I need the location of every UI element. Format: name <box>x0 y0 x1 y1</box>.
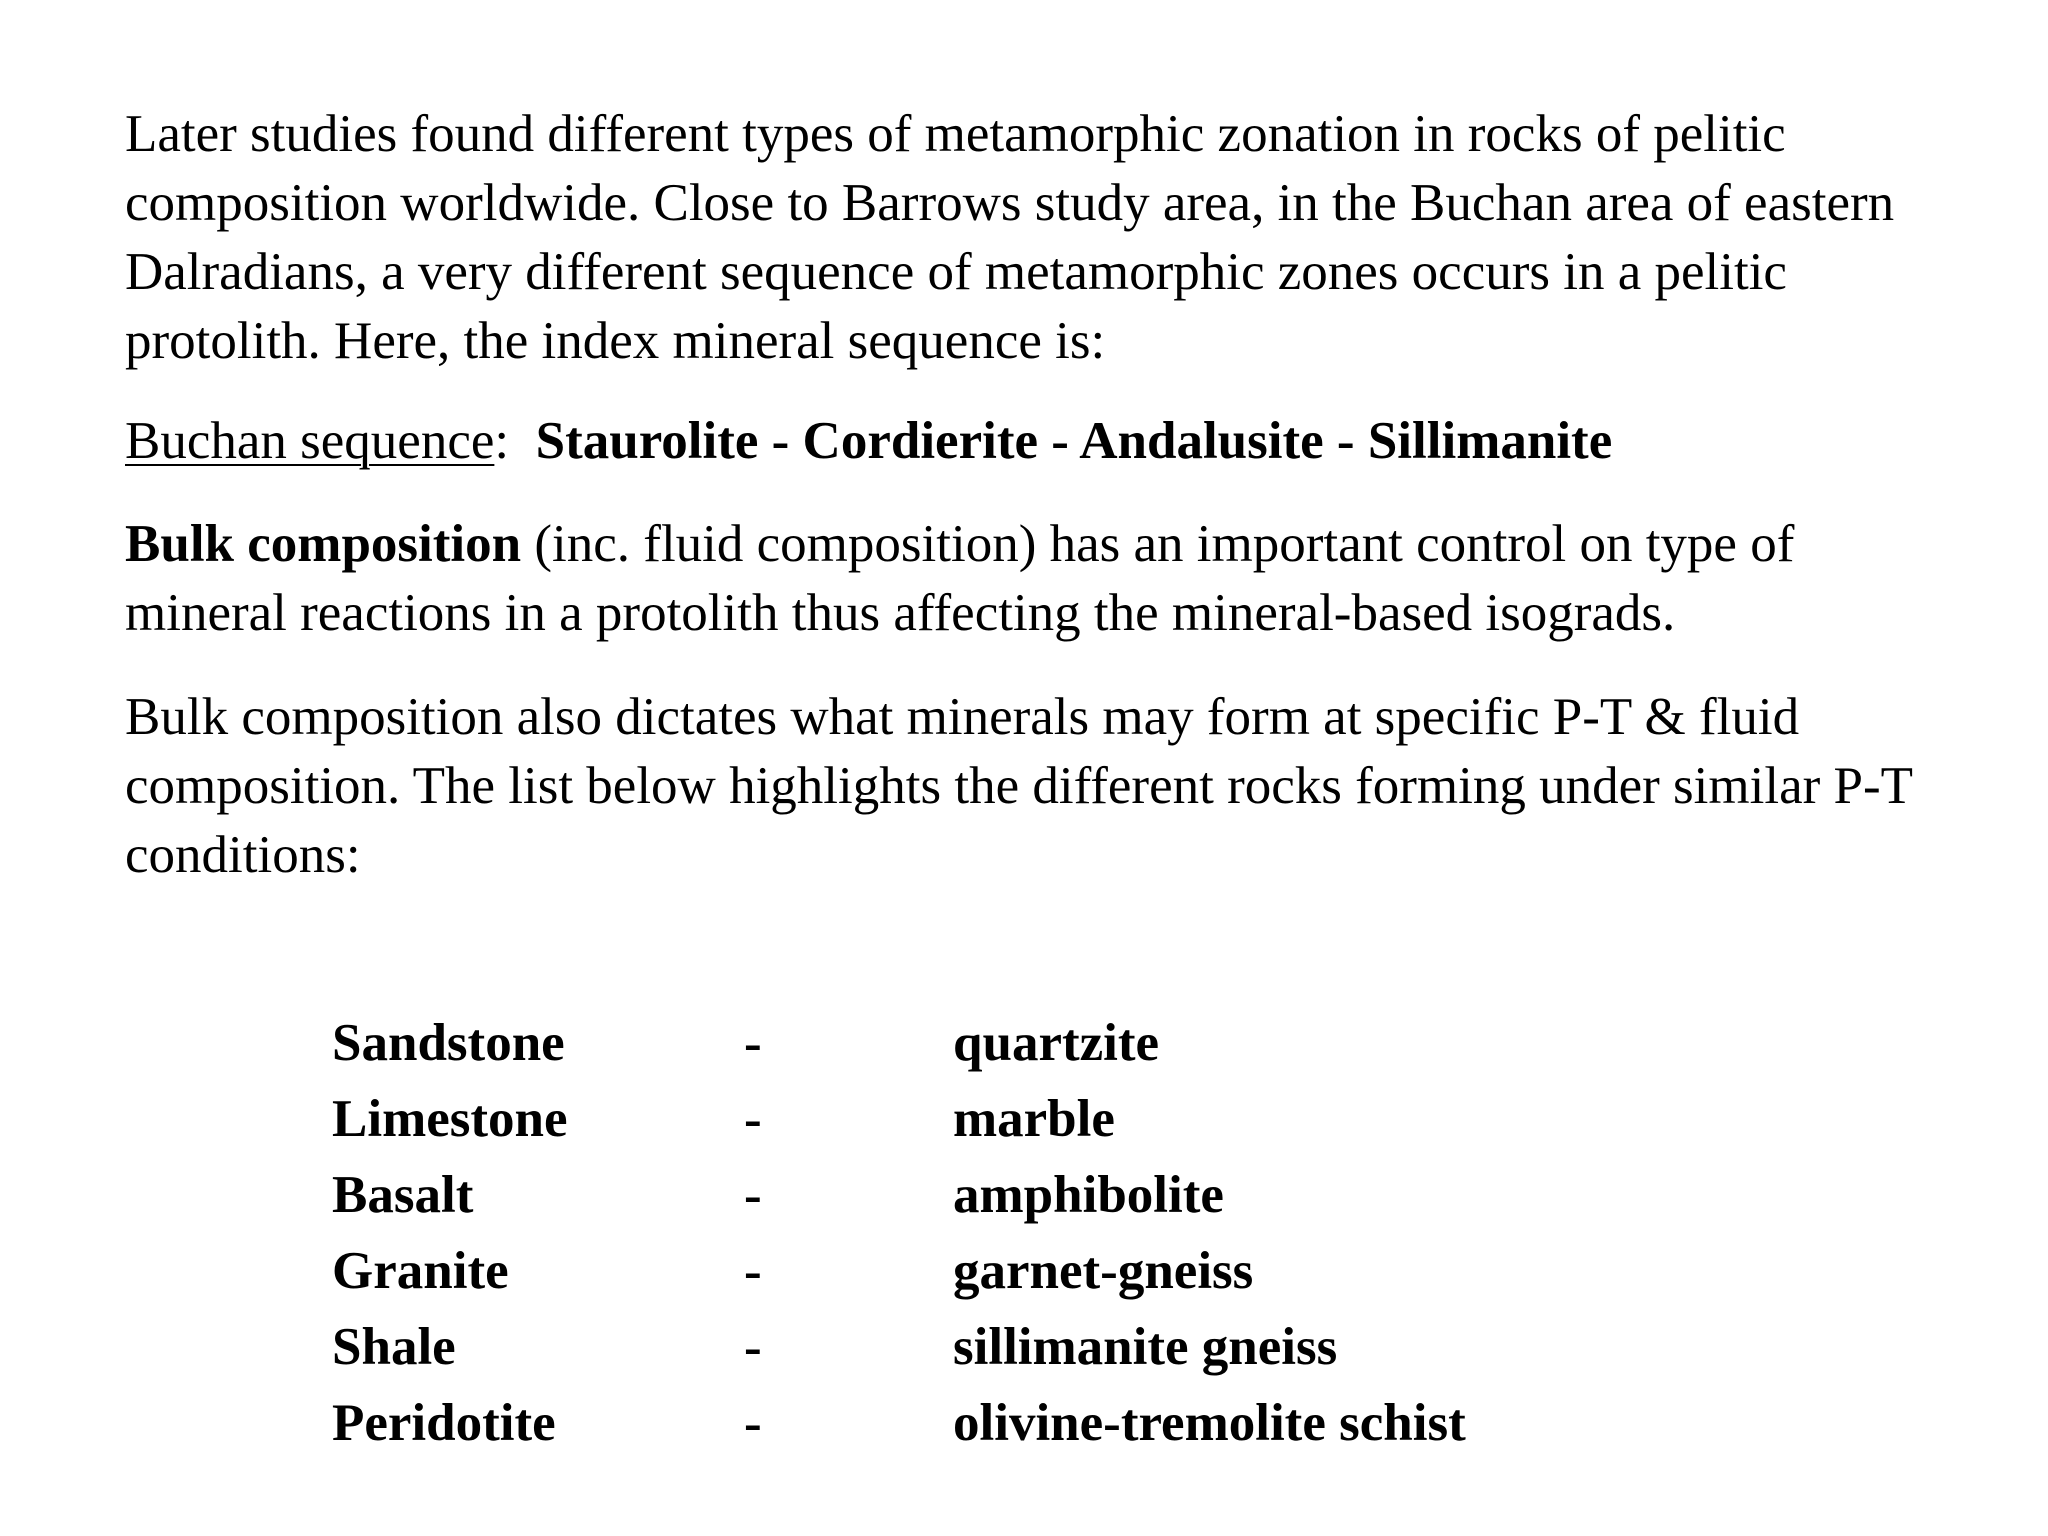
rock-conversion-list <box>332 1005 1632 1461</box>
metamorphic-rock-name: garnet-gneiss <box>953 1242 1254 1300</box>
protolith-name: Peridotite <box>332 1394 556 1452</box>
separator-dash: - <box>744 1014 762 1072</box>
metamorphic-rock-name: marble <box>953 1090 1115 1148</box>
bulk-composition-paragraph <box>125 510 1945 648</box>
separator-dash: - <box>744 1394 762 1452</box>
list-item <box>332 1081 1632 1157</box>
list-item <box>332 1309 1632 1385</box>
separator-dash: - <box>744 1090 762 1148</box>
metamorphic-rock-name: quartzite <box>953 1014 1160 1072</box>
metamorphic-rock-name: sillimanite gneiss <box>953 1318 1338 1376</box>
separator-dash: - <box>744 1166 762 1224</box>
list-item <box>332 1385 1632 1461</box>
bulk-composition-term: Bulk composition <box>125 515 522 573</box>
bulk-composition-text: (inc. fluid composition) has an important control on type of mineral reactions in a protolith thus affecting the mineral-based isograds. <box>125 515 1795 642</box>
protolith-name: Sandstone <box>332 1014 565 1072</box>
protolith-name: Limestone <box>332 1090 568 1148</box>
buchan-sequence-minerals: Staurolite - Cordierite - Andalusite - Sillimanite <box>535 412 1613 470</box>
protolith-name: Basalt <box>332 1166 474 1224</box>
list-item <box>332 1157 1632 1233</box>
protolith-name: Granite <box>332 1242 509 1300</box>
protolith-name: Shale <box>332 1318 456 1376</box>
list-item <box>332 1233 1632 1309</box>
separator-dash: - <box>744 1242 762 1300</box>
list-item <box>332 1005 1632 1081</box>
buchan-sequence-line <box>125 407 1945 476</box>
rock-list-intro-paragraph: Bulk composition also dictates what minerals may form at specific P-T & fluid composition. The list below highlights the different rocks forming under similar P-T conditions: <box>125 688 1913 884</box>
metamorphic-rock-name: amphibolite <box>953 1166 1224 1224</box>
metamorphic-rock-name: olivine-tremolite schist <box>953 1394 1466 1452</box>
separator-dash: - <box>744 1318 762 1376</box>
buchan-sequence-colon: : <box>494 412 510 470</box>
intro-paragraph: Later studies found different types of metamorphic zonation in rocks of pelitic composition worldwide. Close to Barrows study area, in the Buchan area of eastern Dalradians, a very different sequence of metamorphic zones occurs in a pelitic protolith. Here, the index mineral sequence is: <box>125 105 1895 370</box>
buchan-sequence-label: Buchan sequence <box>125 412 495 470</box>
